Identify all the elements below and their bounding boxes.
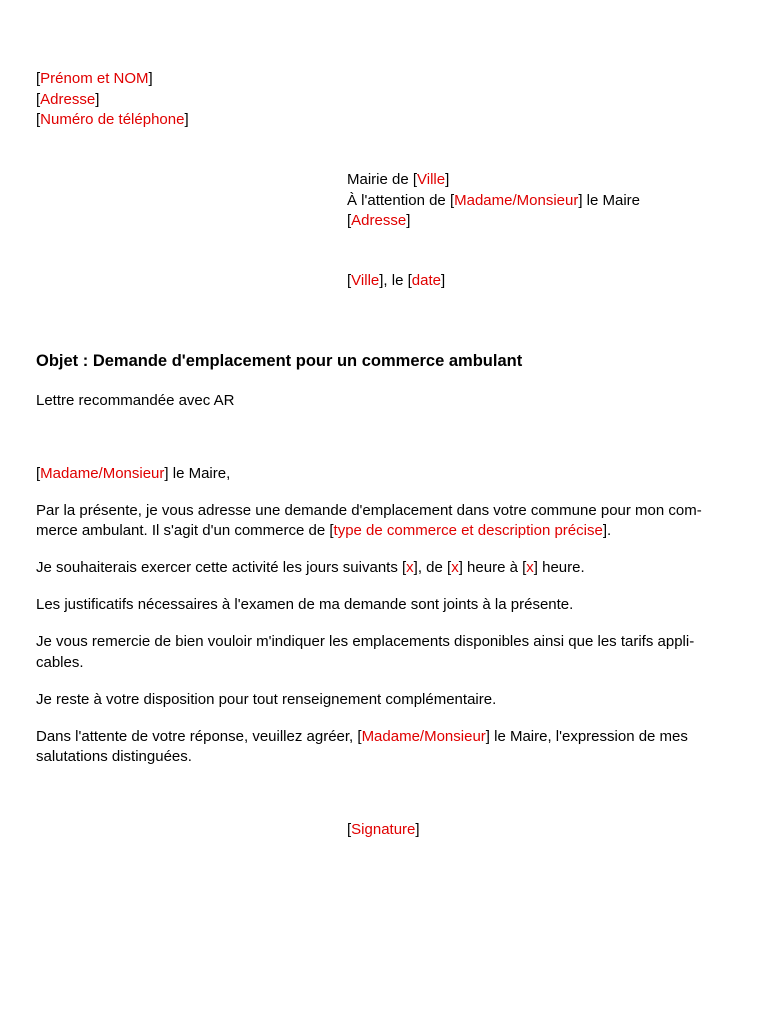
paragraph-schedule: Je souhaiterais exercer cette activité les jours suivants [x], de [x] heure à [x] heure. — [36, 559, 585, 576]
recipient-attention: À l'attention de [Madame/Monsieur] le Maire — [347, 191, 641, 209]
paragraph-locations: Je vous remercie de bien vouloir m'indiquer les emplacements disponibles ainsi que les tarifs appli- cables. — [36, 633, 695, 671]
sender-block — [36, 69, 189, 131]
paragraph-closing: Dans l'attente de votre réponse, veuillez agréer, [Madame/Monsieur] le Maire, l'expression de mes salutations distinguées. — [36, 727, 688, 765]
sender-phone: [Numéro de téléphone] — [36, 111, 189, 128]
signature-placeholder: [Signature] — [347, 821, 420, 838]
recipient-block — [347, 170, 640, 232]
letter-subject: Objet : Demande d'emplacement pour un commerce ambulant — [36, 352, 523, 370]
letter-body — [36, 464, 726, 784]
recipient-mairie: Mairie de [Ville] — [347, 171, 450, 188]
sender-name: [Prénom et NOM] — [36, 70, 153, 87]
paragraph-request: Par la présente, je vous adresse une demande d'emplacement dans votre commune pour mon com- merce ambulant. Il s'agit d'un commerce de [type de commerce et description précise]. — [36, 501, 702, 539]
place-date: [Ville], le [date] — [347, 272, 446, 289]
paragraph-availability: Je reste à votre disposition pour tout renseignement complémentaire. — [36, 690, 497, 708]
recipient-address: [Adresse] — [347, 212, 411, 229]
greeting: [Madame/Monsieur] le Maire, — [36, 465, 231, 482]
registered-mail-note: Lettre recommandée avec AR — [36, 392, 235, 409]
sender-address: [Adresse] — [36, 90, 100, 108]
paragraph-documents: Les justificatifs nécessaires à l'examen de ma demande sont joints à la présente. — [36, 596, 574, 613]
